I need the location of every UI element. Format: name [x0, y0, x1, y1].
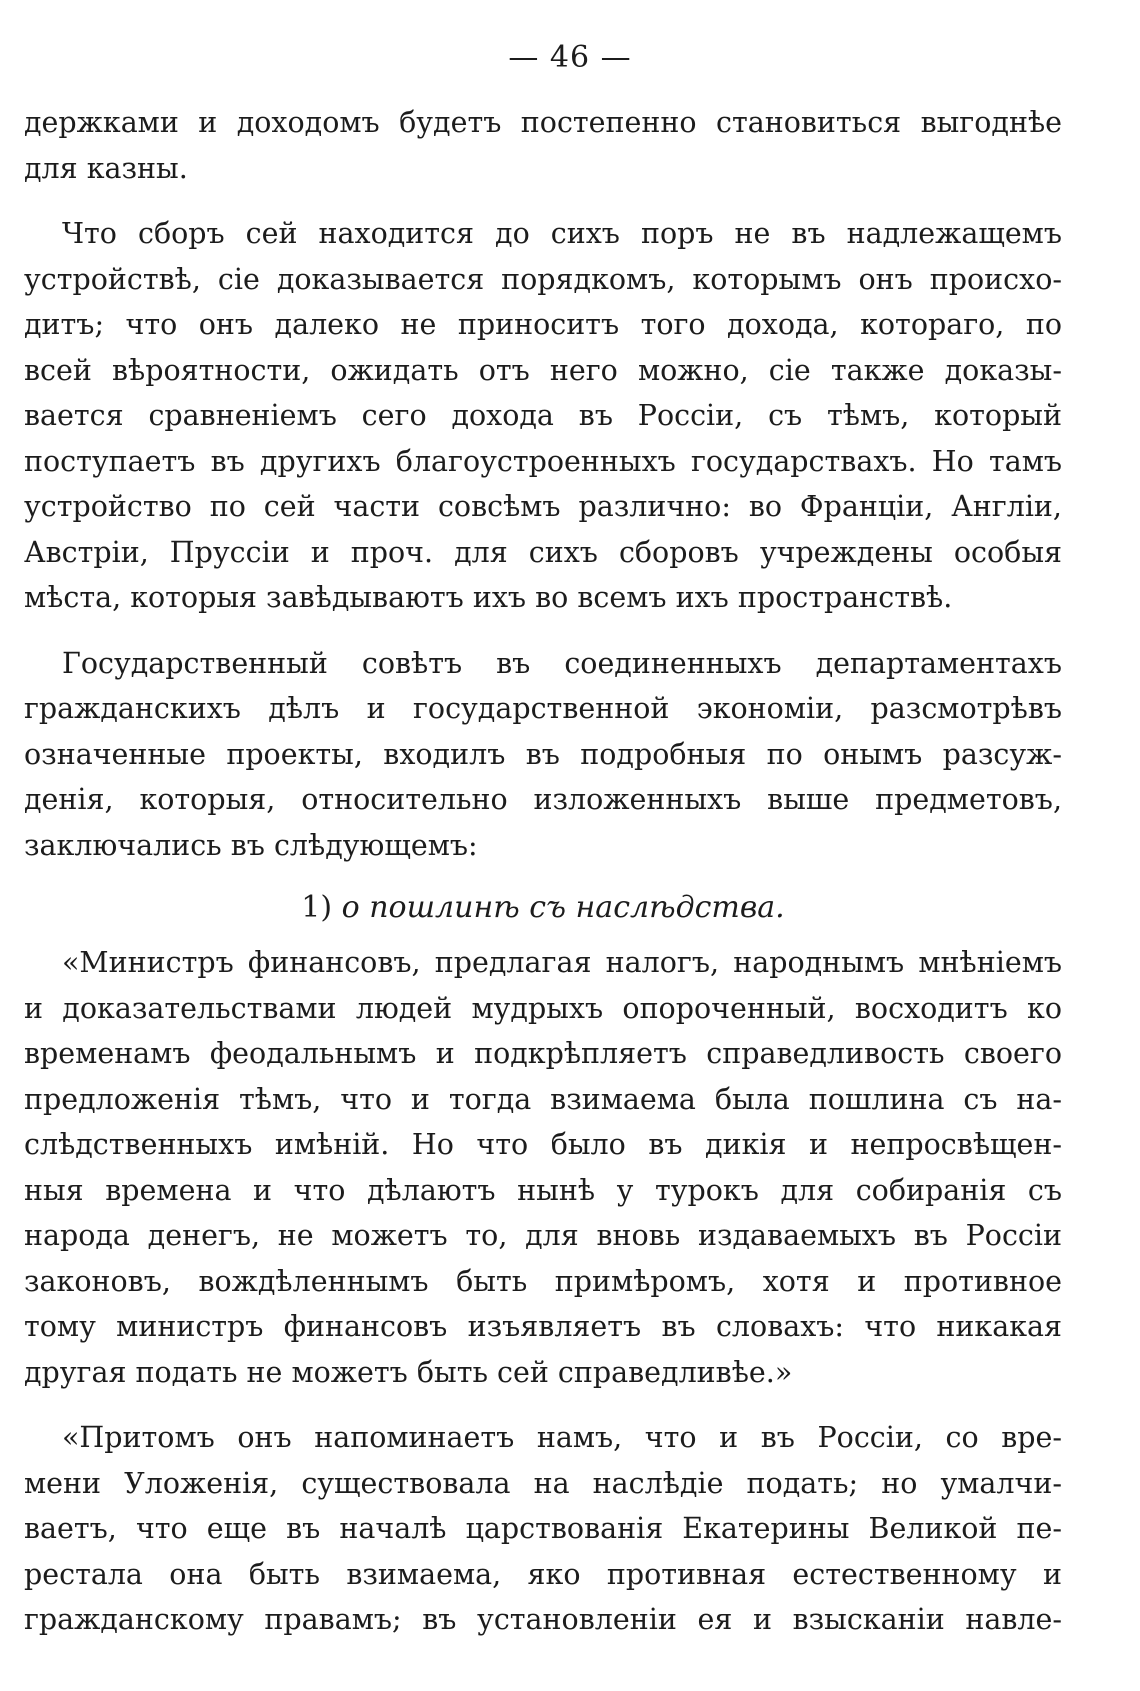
- section-title: о пошлинѣ съ наслѣдства.: [341, 890, 785, 925]
- text-line: гражданскихъ дѣлъ и государственной экономіи, разсмотрѣвъ: [24, 692, 1062, 725]
- text-line: заключались въ слѣдующемъ:: [24, 828, 478, 862]
- paragraph: [24, 100, 1062, 191]
- text-line: всей вѣроятности, ожидать отъ него можно, сіе также доказы-: [24, 353, 1062, 387]
- text-line: устройствѣ, сіе доказывается порядкомъ, которымъ онъ происхо-: [24, 262, 1062, 296]
- text-line: денія, которыя, относительно изложенныхъ выше предметовъ,: [24, 783, 1062, 816]
- text-line: слѣдственныхъ имѣній. Но что было въ дикія и непросвѣщен-: [24, 1128, 1062, 1161]
- text-line: поступаетъ въ другихъ благоустроенныхъ государствахъ. Но тамъ: [24, 444, 1062, 478]
- text-line: означенные проекты, входилъ въ подробныя по онымъ разсуж-: [24, 737, 1062, 771]
- quote-paragraph: [24, 940, 1062, 1395]
- text-line: тому министръ финансовъ изъявляетъ въ словахъ: что никакая: [24, 1310, 1062, 1343]
- text-line: временамъ феодальнымъ и подкрѣпляетъ справедливость своего: [24, 1037, 1062, 1070]
- text-line: Государственный совѣтъ въ соединенныхъ департаментахъ: [62, 646, 1062, 680]
- text-line: дитъ; что онъ далеко не приноситъ того дохода, котораго, по: [24, 308, 1062, 341]
- text-line: гражданскому правамъ; въ установленіи ея и взысканіи навле-: [24, 1603, 1062, 1636]
- quote-paragraph: [24, 1415, 1062, 1643]
- text-line: другая подать не можетъ быть сей справедливѣе.»: [24, 1355, 793, 1389]
- text-line: ваетъ, что еще въ началѣ царствованія Екатерины Великой пе-: [24, 1512, 1062, 1545]
- text-line: для казны.: [24, 151, 188, 185]
- text-line: мѣста, которыя завѣдываютъ ихъ во всемъ ихъ пространствѣ.: [24, 581, 953, 614]
- text-line: «Притомъ онъ напоминаетъ намъ, что и въ Россіи, со вре-: [62, 1421, 1062, 1454]
- section-number: 1): [301, 890, 333, 925]
- text-line: и доказательствами людей мудрыхъ опороченный, восходитъ ко: [24, 991, 1062, 1025]
- text-line: рестала она быть взимаема, яко противная естественному и: [24, 1557, 1062, 1591]
- body-text: [24, 100, 1062, 1643]
- text-line: предложенія тѣмъ, что и тогда взимаема была пошлина съ на-: [24, 1082, 1062, 1116]
- text-line: народа денегъ, не можетъ то, для вновь издаваемыхъ въ Россіи: [24, 1219, 1062, 1252]
- text-line: вается сравненіемъ сего дохода въ Россіи, съ тѣмъ, который: [24, 399, 1062, 432]
- page-number: — 46 —: [508, 40, 632, 75]
- text-line: мени Уложенія, существовала на наслѣдіе подать; но умалчи-: [24, 1466, 1062, 1500]
- text-line: Что сборъ сей находится до сихъ поръ не въ надлежащемъ: [62, 217, 1062, 250]
- text-line: законовъ, вождѣленнымъ быть примѣромъ, хотя и противное: [24, 1264, 1062, 1298]
- text-line: ныя времена и что дѣлаютъ нынѣ у турокъ для собиранія съ: [24, 1173, 1062, 1207]
- text-line: держками и доходомъ будетъ постепенно становиться выгоднѣе: [24, 106, 1062, 139]
- paragraph: [24, 641, 1062, 869]
- text-line: Австріи, Пруссіи и проч. для сихъ сборовъ учреждены особыя: [24, 535, 1062, 569]
- section-heading: [24, 882, 1062, 934]
- text-line: устройство по сей части совсѣмъ различно: во Франціи, Англіи,: [24, 490, 1062, 523]
- text-line: «Министръ финансовъ, предлагая налогъ, народнымъ мнѣніемъ: [62, 946, 1062, 979]
- paragraph: [24, 211, 1062, 621]
